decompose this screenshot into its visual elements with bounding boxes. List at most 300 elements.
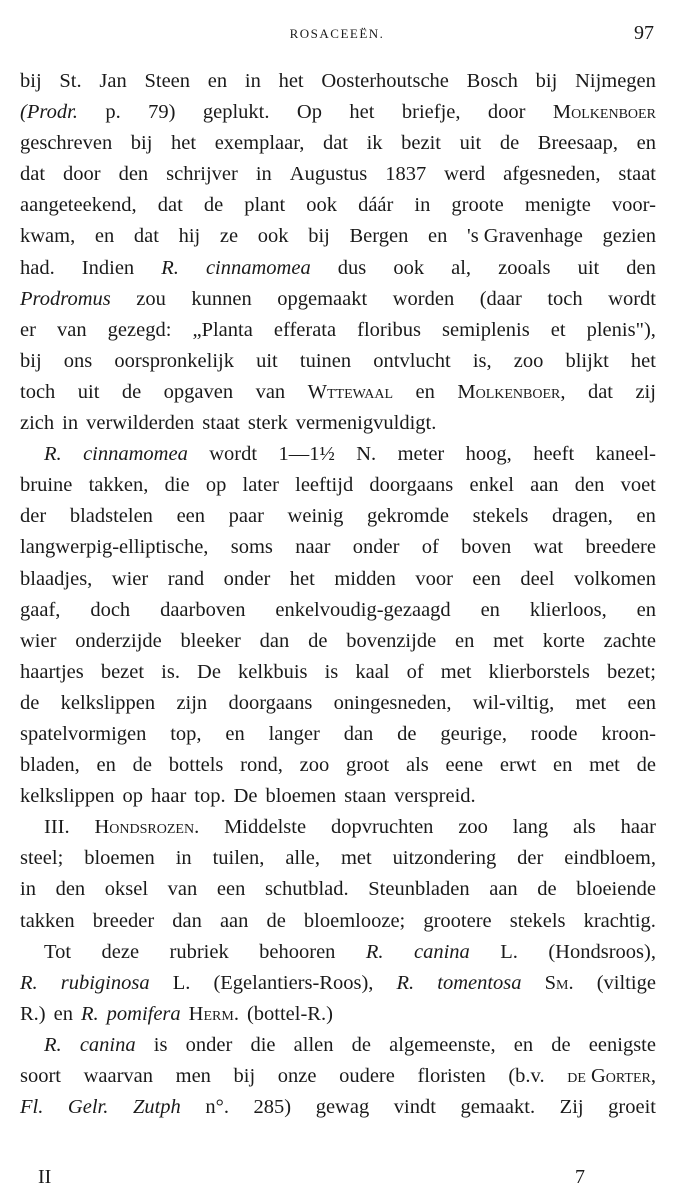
word: Gelr.	[67, 1096, 109, 1119]
word: het	[349, 101, 375, 124]
text-line	[20, 1092, 656, 1123]
word: uit	[459, 132, 482, 155]
word: Steen	[144, 70, 191, 92]
word: toch	[547, 287, 583, 310]
word: en	[480, 598, 500, 621]
word: (Prodr.	[20, 101, 78, 124]
word: 1837	[385, 163, 427, 186]
word: een	[216, 878, 246, 901]
word: takken,	[88, 474, 149, 497]
word: Hondsrozen.	[94, 816, 200, 839]
word: onze	[277, 1065, 317, 1087]
text-line	[20, 781, 656, 812]
word: lang	[512, 816, 549, 839]
word: Sm.	[544, 971, 574, 994]
word: zoo	[299, 754, 330, 777]
word: N.	[356, 443, 377, 466]
word: bloemen	[84, 847, 155, 870]
word: floristen	[417, 1065, 486, 1087]
word: dat	[322, 132, 348, 155]
word: met	[493, 629, 524, 652]
word: op	[122, 785, 144, 808]
text-line	[20, 97, 656, 128]
word: R.	[44, 1033, 62, 1056]
word: volkomen	[573, 567, 656, 590]
word: plenis"),	[586, 318, 656, 341]
word: Zutph	[132, 1096, 181, 1119]
word: van	[167, 878, 198, 901]
word: haar	[620, 816, 656, 839]
word: cinnamomea	[83, 443, 188, 466]
word: bladstelen	[69, 505, 153, 528]
word: de	[203, 194, 224, 217]
word: of	[421, 536, 439, 559]
word: met	[589, 754, 620, 777]
text-line	[20, 1030, 656, 1061]
word: Wttewaal	[307, 380, 394, 403]
word: briefje,	[401, 101, 461, 124]
word: (bottel-R.)	[246, 1002, 333, 1025]
word: bloemen	[265, 785, 337, 808]
word: of	[406, 660, 424, 683]
word: R.	[80, 1002, 99, 1025]
word: steel;	[20, 847, 64, 870]
word: eene	[445, 754, 484, 777]
word: de	[636, 754, 656, 777]
word: oningesneden,	[333, 691, 452, 714]
word: n°.	[205, 1096, 229, 1119]
word: daarboven	[160, 598, 246, 621]
body-text	[20, 66, 656, 1123]
word: groeit	[608, 1096, 656, 1119]
text-line	[20, 439, 656, 470]
text-line	[20, 501, 656, 532]
word: de	[121, 380, 142, 403]
page-footer	[20, 1166, 654, 1196]
word: Breesaap,	[537, 132, 619, 155]
word: men	[175, 1065, 211, 1087]
word: Augustus	[289, 163, 368, 186]
word: dat	[20, 163, 46, 186]
word: bij	[308, 225, 330, 248]
signature-number: 7	[575, 1166, 585, 1188]
word: langer	[268, 722, 320, 745]
word: enkelvoudig-gezaagd	[275, 598, 451, 621]
word: met	[440, 660, 472, 683]
word: soort	[20, 1065, 61, 1087]
word: kunnen	[191, 287, 252, 310]
word: de	[537, 878, 557, 901]
word: staat	[618, 163, 656, 186]
word: geschreven	[20, 132, 113, 155]
word: soms	[230, 536, 273, 559]
word: blaadjes,	[20, 567, 93, 590]
word: staan	[344, 785, 387, 808]
word: en	[454, 629, 475, 652]
word: midden	[334, 567, 396, 590]
word: dat	[587, 380, 613, 403]
word: alle,	[285, 847, 321, 870]
word: zij	[635, 380, 656, 403]
word: bottels	[168, 754, 224, 777]
word: die	[164, 474, 190, 497]
word: top,	[170, 722, 202, 745]
word: al,	[451, 256, 472, 279]
word: en	[225, 722, 245, 745]
word: en	[53, 1002, 73, 1025]
word: Herm.	[188, 1002, 239, 1025]
word: canina	[79, 1033, 136, 1056]
word: tuilen,	[212, 847, 265, 870]
word: kelkbuis	[238, 660, 308, 683]
word: exemplaar,	[214, 132, 305, 155]
word: R.	[365, 940, 384, 963]
text-line	[20, 346, 656, 377]
word: de	[308, 629, 328, 652]
text-line	[20, 812, 656, 843]
word: is	[324, 660, 339, 683]
word: behooren	[259, 940, 336, 963]
text-line	[20, 377, 656, 408]
word: met	[340, 847, 372, 870]
word: vindt	[393, 1096, 436, 1119]
word: grootere	[423, 909, 492, 932]
word: stekels	[472, 505, 529, 528]
word: groote	[451, 194, 504, 217]
word: voor-	[611, 194, 656, 217]
word: het	[171, 132, 197, 155]
word: kaneel-	[595, 443, 656, 466]
word: en	[553, 754, 573, 777]
page-header	[20, 22, 654, 46]
word: den	[55, 878, 86, 901]
word: uit	[256, 349, 278, 372]
word: in	[244, 70, 261, 92]
word: rubiginosa	[60, 971, 150, 994]
word: vermenigvuldigt.	[295, 412, 437, 435]
word: plant	[244, 194, 286, 217]
signature-mark: II	[38, 1166, 52, 1188]
text-line	[20, 999, 656, 1030]
word: zoo	[458, 816, 488, 839]
word: toch	[20, 380, 56, 403]
word: in	[62, 412, 79, 435]
word: uitzondering	[392, 847, 497, 870]
text-line	[20, 315, 656, 346]
word: van	[57, 318, 87, 341]
word: zich	[20, 412, 55, 435]
word: (b.v.	[508, 1065, 545, 1087]
text-line	[20, 968, 656, 999]
word: deel	[520, 567, 555, 590]
word: menigte	[524, 194, 591, 217]
word: kaal	[355, 660, 390, 683]
word: leeftijd	[295, 474, 354, 497]
word: ontvlucht	[373, 349, 451, 372]
text-line	[20, 128, 656, 159]
word: door	[63, 163, 101, 186]
word: pomifera	[106, 1002, 181, 1025]
word: als	[406, 754, 429, 777]
text-line	[20, 470, 656, 501]
word: kwam,	[20, 225, 76, 248]
word: rond,	[240, 754, 283, 777]
word: bezet;	[606, 660, 656, 683]
word: erwt	[499, 754, 537, 777]
word: den	[118, 163, 149, 186]
word: Tot	[44, 940, 72, 963]
word: Steunbladen	[368, 878, 470, 901]
word: wier	[20, 629, 57, 652]
word: blijkt	[565, 349, 609, 372]
word: wil-viltig,	[472, 691, 555, 714]
word: R.	[20, 971, 38, 994]
word: top.	[194, 785, 226, 808]
text-line	[20, 66, 656, 97]
word: door	[487, 101, 526, 124]
word: boven	[461, 536, 512, 559]
word: naar	[295, 536, 331, 559]
word: ook	[306, 194, 338, 217]
word: een	[627, 691, 656, 714]
word: afgesneden,	[503, 163, 601, 186]
word: onder	[185, 1033, 233, 1056]
word: p.	[105, 101, 121, 124]
word: doorgaans	[228, 691, 313, 714]
word: groot	[345, 754, 390, 777]
text-line	[20, 843, 656, 874]
word: floribus	[357, 318, 421, 341]
word: canina	[414, 940, 470, 963]
word: allen	[293, 1033, 334, 1056]
word: dáár	[358, 194, 394, 217]
word: uit	[577, 256, 600, 279]
word: uit	[77, 380, 100, 403]
word: stekels	[509, 909, 566, 932]
word: St.	[59, 70, 82, 92]
word: hoog,	[465, 443, 512, 466]
word: oudere	[339, 1065, 395, 1087]
word: en	[636, 598, 656, 621]
word: gewag	[315, 1096, 370, 1119]
word: in	[175, 847, 192, 870]
word: is,	[472, 349, 492, 372]
word: bovenzijde	[346, 629, 437, 652]
word: onder	[223, 567, 271, 590]
word: gekromde	[366, 505, 449, 528]
word: oorspronkelijk	[114, 349, 234, 372]
word: doorgaans	[369, 474, 454, 497]
page-number: 97	[634, 22, 654, 44]
word: klierloos,	[529, 598, 607, 621]
text-line	[20, 688, 656, 719]
word: hij	[178, 225, 201, 248]
word: en	[207, 70, 228, 92]
word: bloeiende	[576, 878, 656, 901]
word: van	[255, 380, 286, 403]
text-line	[20, 874, 656, 905]
word: tuinen	[299, 349, 352, 372]
word: doch	[90, 598, 131, 621]
word: ze	[219, 225, 239, 248]
word: dopvruchten	[330, 816, 434, 839]
word: de	[266, 909, 286, 932]
word: en	[636, 505, 656, 528]
word: bleeker	[180, 629, 241, 652]
word: gaaf,	[20, 598, 61, 621]
word: en	[415, 380, 435, 403]
text-line	[20, 284, 656, 315]
word: en	[96, 754, 116, 777]
word: is.	[161, 660, 180, 683]
word: en	[94, 225, 115, 248]
word: Op	[296, 101, 322, 124]
word: heeft	[533, 443, 575, 466]
word: zooals	[498, 256, 551, 279]
word: bladen,	[20, 754, 80, 777]
word: schrijver	[166, 163, 238, 186]
word: rubriek	[169, 940, 229, 963]
word: algemeenste,	[389, 1033, 496, 1056]
word: voet	[620, 474, 656, 497]
word: op	[205, 474, 227, 497]
word: 285)	[253, 1096, 292, 1119]
word: (Hondsroos),	[548, 940, 656, 963]
word: der	[517, 847, 544, 870]
word: bij	[233, 1065, 256, 1087]
word: de	[397, 722, 417, 745]
word: waarvan	[83, 1065, 154, 1087]
word: en	[636, 132, 656, 155]
text-line	[20, 1061, 656, 1092]
word: meter	[397, 443, 445, 466]
word: gemaakt.	[460, 1096, 536, 1119]
word: in	[255, 163, 272, 186]
word: (daar	[479, 287, 522, 310]
word: aan	[530, 474, 559, 497]
word: paar	[228, 505, 264, 528]
word: die	[250, 1033, 276, 1056]
word: R.	[44, 443, 62, 466]
word: later	[242, 474, 279, 497]
text-line	[20, 221, 656, 252]
word: eenigste	[588, 1033, 656, 1056]
word: cinnamomea	[205, 256, 311, 279]
word: en	[427, 225, 448, 248]
word: De	[197, 660, 221, 683]
word: Fl.	[20, 1096, 44, 1119]
running-head: ROSACEEËN.	[289, 26, 385, 41]
word: gezien	[602, 225, 656, 248]
word: in	[20, 878, 36, 901]
word: deze	[101, 940, 140, 963]
word: een	[176, 505, 206, 528]
word: bezet	[100, 660, 145, 683]
word: het	[289, 567, 315, 590]
text-line	[20, 750, 656, 781]
word: den	[574, 474, 605, 497]
word: dat	[133, 225, 159, 248]
word: wier	[111, 567, 149, 590]
word: kroon-	[601, 722, 656, 745]
word: III.	[44, 816, 70, 839]
word: spatelvormigen	[20, 722, 147, 745]
word: roode	[530, 722, 578, 745]
word: wordt	[608, 287, 656, 310]
word: R.	[396, 971, 415, 994]
text-line	[20, 937, 656, 968]
word: L.	[172, 971, 191, 994]
word: dat	[157, 194, 183, 217]
word: ons	[63, 349, 93, 372]
word: en	[513, 1033, 534, 1056]
word: het	[630, 349, 656, 372]
word: er	[20, 318, 36, 341]
word: het	[278, 70, 304, 92]
word: geurige,	[440, 722, 507, 745]
word: weinig	[287, 505, 344, 528]
word: dan	[172, 909, 202, 932]
word: ik	[366, 132, 383, 155]
word: dan	[343, 722, 374, 745]
word: dus	[337, 256, 367, 279]
word: takken	[20, 909, 75, 932]
word: wordt	[209, 443, 258, 466]
word: zou	[136, 287, 166, 310]
word: verwilderden	[86, 412, 195, 435]
word: kelkslippen	[60, 691, 156, 714]
text-line	[20, 253, 656, 284]
word: bij	[20, 349, 42, 372]
word: als	[572, 816, 596, 839]
word: haartjes	[20, 660, 84, 683]
word: bij	[20, 70, 42, 92]
word: opgemaakt	[277, 287, 368, 310]
word: zijn	[176, 691, 208, 714]
text-line	[20, 595, 656, 626]
word: 79)	[148, 101, 176, 124]
word: 1—1½	[278, 443, 335, 466]
word: Molkenboer,	[457, 380, 566, 403]
word: de	[351, 1033, 372, 1056]
word: met	[575, 691, 607, 714]
word: Oosterhoutsche	[321, 70, 449, 92]
word: de	[499, 132, 520, 155]
text-line	[20, 159, 656, 190]
word: L.	[500, 940, 518, 963]
text-line	[20, 906, 656, 937]
word: Molkenboer	[552, 101, 656, 124]
word: de	[20, 691, 40, 714]
word: de	[132, 754, 152, 777]
word: aan	[219, 909, 249, 932]
word: zachte	[603, 629, 656, 652]
word: De	[233, 785, 258, 808]
word: in	[414, 194, 431, 217]
word: kelkslippen	[20, 785, 115, 808]
word: onder	[352, 536, 400, 559]
word: schutblad.	[264, 878, 349, 901]
word: semiplenis	[442, 318, 530, 341]
word: dragen,	[552, 505, 613, 528]
word: breeder	[92, 909, 155, 932]
word: tomentosa	[437, 971, 522, 994]
word: Indien	[81, 256, 135, 279]
word: krachtig.	[583, 909, 656, 932]
word: had.	[20, 256, 55, 279]
word: R.	[161, 256, 179, 279]
word: is	[153, 1033, 168, 1056]
